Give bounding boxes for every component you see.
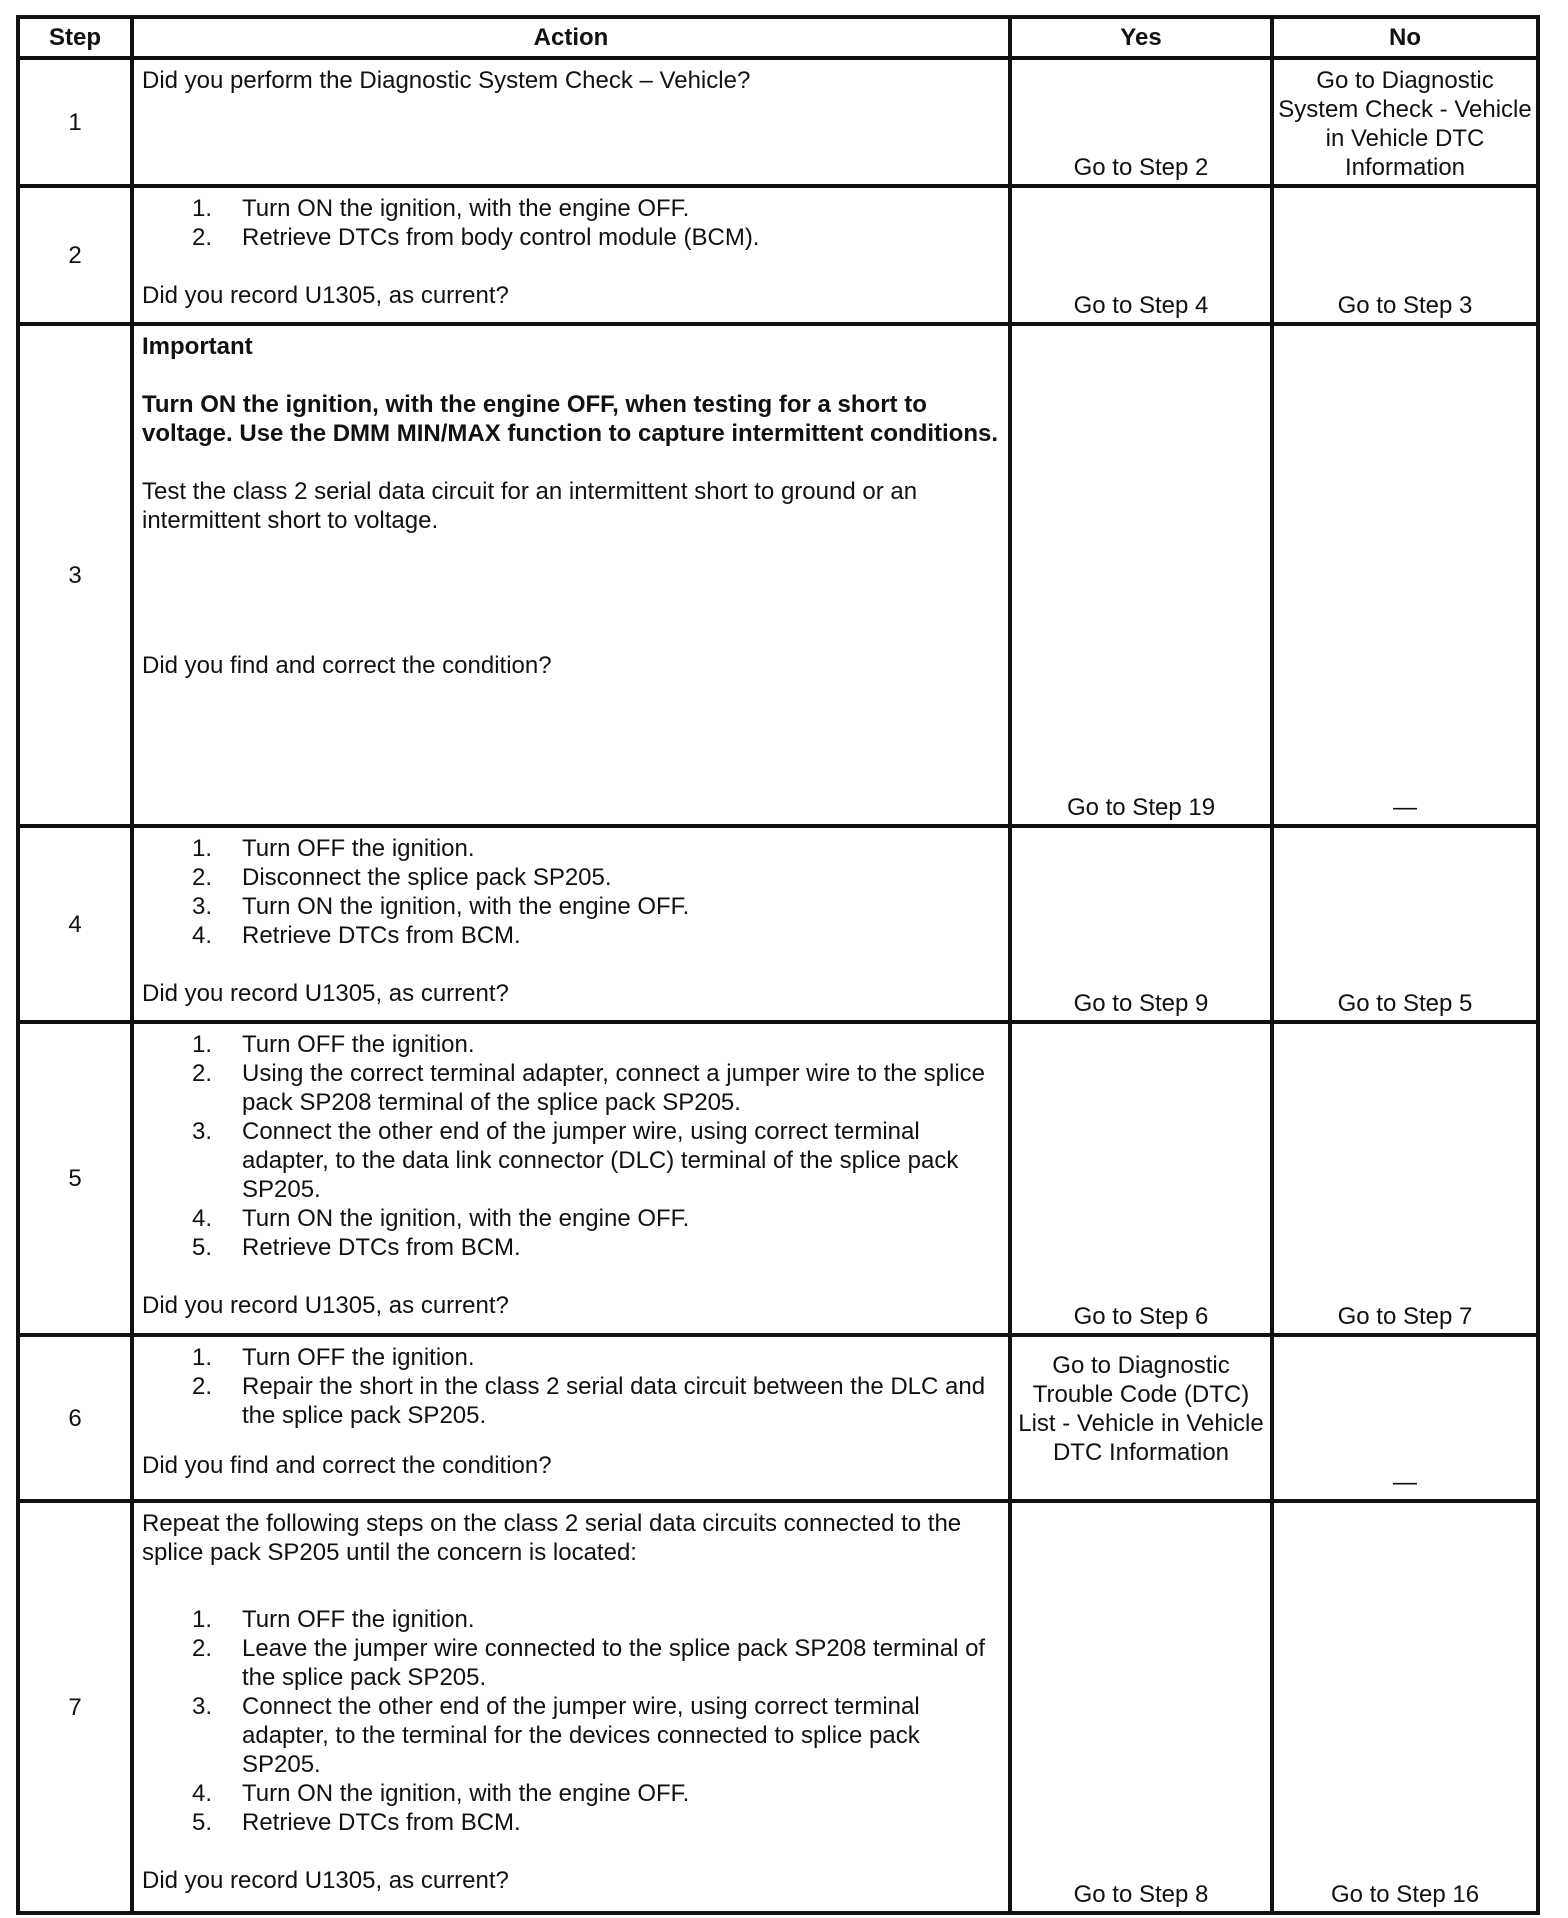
step-number: 4 [18,826,132,1022]
header-action: Action [132,17,1010,58]
step-number: 6 [18,1335,132,1501]
header-step: Step [18,17,132,58]
no-cell: — [1272,324,1538,826]
action-cell [132,826,1010,1022]
action-cell [132,58,1010,186]
no-cell: Go to Step 3 [1272,186,1538,324]
step-list [142,1030,1002,1262]
table-row [18,826,1538,1022]
question: Did you perform the Diagnostic System Check – Vehicle? [142,67,751,94]
action-cell [132,324,1010,826]
list-item: 5. Retrieve DTCs from BCM. [191,1809,521,1836]
yes-cell: Go to Step 8 [1010,1501,1272,1913]
header-no: No [1272,17,1538,58]
no-cell: Go to Step 5 [1272,826,1538,1022]
table-row [18,186,1538,324]
step-list [142,1343,1002,1430]
action-cell [132,1022,1010,1335]
step-list [142,1605,1002,1837]
no-cell: Go to Step 16 [1272,1501,1538,1913]
question: Did you record U1305, as current? [142,1867,509,1894]
list-item: 2. Repair the short in the class 2 serial data circuit between the DLC and the splice pack SP205. [191,1373,986,1429]
list-item: 1. Turn ON the ignition, with the engine OFF. [191,195,690,222]
step-list [142,194,1002,252]
list-item: 5. Retrieve DTCs from BCM. [191,1234,521,1261]
list-item: 3. Turn ON the ignition, with the engine OFF. [191,893,690,920]
instruction-text: Repeat the following steps on the class 2 serial data circuits connected to the splice pack SP205 until the concern is located: [142,1510,962,1566]
step-number: 3 [18,324,132,826]
header-row [18,17,1538,58]
list-item: 2. Leave the jumper wire connected to the splice pack SP208 terminal of the splice pack SP205. [191,1635,986,1691]
yes-cell: Go to Step 4 [1010,186,1272,324]
yes-cell: Go to Diagnostic Trouble Code (DTC) List - Vehicle in Vehicle DTC Information [1010,1335,1272,1501]
list-item: 4. Turn ON the ignition, with the engine OFF. [191,1780,690,1807]
important-note: Turn ON the ignition, with the engine OFF, when testing for a short to voltage. Use the DMM MIN/MAX function to capture intermittent conditions. [142,391,999,447]
list-item: 1. Turn OFF the ignition. [191,1344,475,1371]
list-item: 1. Turn OFF the ignition. [191,1031,475,1058]
question: Did you record U1305, as current? [142,1292,509,1319]
list-item: 4. Turn ON the ignition, with the engine OFF. [191,1205,690,1232]
question: Did you record U1305, as current? [142,980,509,1007]
no-cell: Go to Diagnostic System Check - Vehicle in Vehicle DTC Information [1272,58,1538,186]
question: Did you find and correct the condition? [142,652,552,679]
header-yes: Yes [1010,17,1272,58]
step-number: 1 [18,58,132,186]
list-item: 2. Disconnect the splice pack SP205. [191,864,612,891]
action-cell [132,186,1010,324]
table-row [18,1335,1538,1501]
list-item: 2. Using the correct terminal adapter, connect a jumper wire to the splice pack SP208 terminal of the splice pack SP205. [191,1060,986,1116]
table-row [18,1022,1538,1335]
important-heading: Important [142,333,253,360]
step-list [142,834,1002,950]
action-cell [132,1501,1010,1913]
yes-cell: Go to Step 9 [1010,826,1272,1022]
question: Did you record U1305, as current? [142,282,509,309]
no-cell: — [1272,1335,1538,1501]
instruction-text: Test the class 2 serial data circuit for an intermittent short to ground or an intermittent short to voltage. [142,478,918,534]
yes-cell: Go to Step 2 [1010,58,1272,186]
yes-cell: Go to Step 6 [1010,1022,1272,1335]
table-row [18,324,1538,826]
action-cell [132,1335,1010,1501]
list-item: 1. Turn OFF the ignition. [191,1606,475,1633]
list-item: 1. Turn OFF the ignition. [191,835,475,862]
table-row [18,1501,1538,1913]
step-number: 7 [18,1501,132,1913]
step-number: 5 [18,1022,132,1335]
step-number: 2 [18,186,132,324]
table-row [18,58,1538,186]
yes-cell: Go to Step 19 [1010,324,1272,826]
list-item: 3. Connect the other end of the jumper wire, using correct terminal adapter, to the terminal for the devices connected to splice pack SP205. [191,1693,920,1778]
no-cell: Go to Step 7 [1272,1022,1538,1335]
list-item: 2. Retrieve DTCs from body control module (BCM). [191,224,760,251]
question: Did you find and correct the condition? [142,1452,552,1479]
list-item: 4. Retrieve DTCs from BCM. [191,922,521,949]
list-item: 3. Connect the other end of the jumper wire, using correct terminal adapter, to the data link connector (DLC) terminal of the splice pack SP205. [191,1118,959,1203]
diagnostic-table [16,15,1540,1915]
